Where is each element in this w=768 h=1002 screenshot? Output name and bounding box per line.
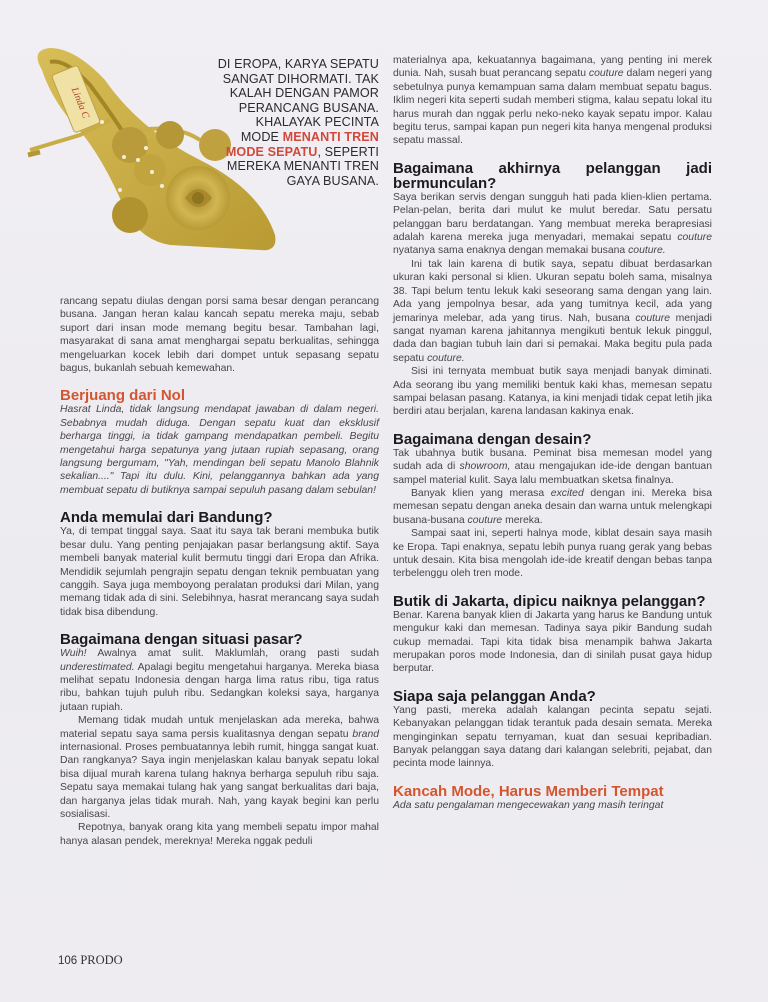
page-number: 106	[58, 955, 78, 967]
pelanggan-paragraph-2	[393, 258, 712, 365]
pull-quote-text: DI EROPA, KARYA SEPATU SANGAT DIHORMATI. TAK KALAH DENGAN PAMOR PERANCANG BUSANA. KHALAYAK PECINTA MODE	[217, 57, 379, 144]
left-intro-paragraph: rancang sepatu diulas dengan porsi sama besar dengan perancang busana. Jangan heran kalau kancah sepatu mereka maju, sebab suport dari insan mode memang begitu besar. Tambahan lagi, masyarakat di sana amat menghargai sepatu berkualitas, sehingga mengeluarkan kocek lebih dari dompet untuk sepasang sepatu bagus, bukanlah sebuah kemewahan.	[60, 296, 379, 375]
situasi-paragraph-2	[60, 714, 379, 821]
pull-quote	[215, 57, 379, 188]
desain-paragraph-3: Sampai saat ini, seperti halnya mode, kiblat desain saya masih ke Eropa. Tapi enaknya, sepatu lebih punya ruang gerak yang bebas untuk desain. Kita bisa mengolah ide-ide kreatif dengan bebas tanpa terbelenggu oleh tren mode.	[393, 528, 712, 580]
text: Banyak klien yang merasa	[411, 487, 551, 499]
text: Ini tak lain karena di butik saya, sepatu dibuat berdasarkan ukuran kaki personal si klien. Ukuran sepatu boleh sama, misalnya 38. Tapi belum tentu lekuk kaki seseorang sama dengan yang lain. Ada yang jempolnya besar, ada yang tumitnya kecil, ada yang jemarinya melebar, ada yang tirus. Nah, busana	[393, 258, 712, 324]
text: Awalnya amat sulit. Maklumlah, orang pasti sudah	[86, 648, 379, 660]
right-column	[393, 54, 712, 812]
brand-label: Linda C	[68, 85, 92, 121]
butik-jakarta-body: Benar. Karena banyak klien di Jakarta yang harus ke Bandung untuk mengukur kaki dan memesan. Tadinya saya pikir Bandung sudah cukup memadai. Tapi kita tidak bisa menampik bahwa Jakarta merupakan poros mode Indonesia, dan di sinilah pusat gaya hidup berputar.	[393, 609, 712, 675]
italic-text: couture	[467, 514, 503, 526]
right-intro-paragraph	[393, 54, 712, 148]
section-title-siapa-pelanggan: Siapa saja pelanggan Anda?	[393, 687, 596, 705]
italic-text: Wuih!	[60, 648, 87, 660]
text: dalam negeri yang sebetulnya punya kemampuan sama dalam membuat sepatu bagus. Iklim negeri kita seperti sudah memberi stigma, kalau sepatu lokal itu harus murah dan nggak perlu neko-neko kayak sepatu impor. Kalau begitu terus, sampai kapan pun negeri kita hanya mengenal produksi sepatu massal.	[393, 68, 712, 147]
italic-text: underestimated.	[60, 661, 135, 673]
text: menjadi sangat nyaman karena jahitannya mengikuti bentuk lekuk pinggul, dada dan bagian tubuh lain dari si pemakai. Maka begitu pula pada sepatu	[393, 312, 712, 364]
section-title-desain: Bagaimana dengan desain?	[393, 430, 592, 448]
italic-text: couture	[677, 232, 712, 244]
text: Memang tidak mudah untuk menjelaskan ada mereka, bahwa material sepatu saya sama persis kualitasnya dengan sepatu	[60, 715, 379, 740]
section-body-bandung: Ya, di tempat tinggal saya. Saat itu saya tak berani membuka butik besar dulu. Yang penting penjajakan pasar berlangsung aktif. Saya membeli banyak material kulit bermutu tinggi dari Eropa dan Afrika. Mendidik sejumlah pengrajin sepatu dengan teknik pembuatan yang canggih. Saya juga memboyong peralatan produksi dari Milan, yang memang tidak ada di sini. Selebihnya, hasrat merancang saya sudah tidak bisa dibendung.	[60, 526, 379, 618]
text: dengan ini. Mereka bisa memesan sepatu dengan aneka desain dan warna untuk melengkapi busana-busana	[393, 487, 712, 526]
text: Saya berikan servis dengan sungguh hati pada klien-klien pertama. Pelan-pelan, berita dari mulut ke mulut beredar. Satu persatu pelanggan baru berdatangan. Yang membuat mereka berapresiasi adalah karena mereka juga menyadari, memakai sepatu	[393, 191, 712, 244]
italic-text: couture	[588, 68, 624, 80]
section-title-pelanggan-bermunculan: Bagaimana akhirnya pelanggan jadi bermunculan?	[393, 159, 712, 192]
section-title-butik-jakarta: Butik di Jakarta, dipicu naiknya pelanggan?	[393, 592, 706, 610]
italic-text: brand	[352, 728, 379, 740]
desain-paragraph-2	[393, 487, 712, 527]
text: Tak ubahnya butik busana. Peminat bisa memesan model yang sudah ada di	[393, 447, 712, 473]
italic-text: couture	[635, 312, 671, 324]
italic-text: couture.	[628, 245, 666, 257]
italic-text: excited	[550, 487, 584, 499]
section-title-kancah-mode: Kancah Mode, Harus Memberi Tempat	[393, 782, 664, 800]
italic-text: couture.	[427, 352, 465, 364]
section-title-situasi-pasar: Bagaimana dengan situasi pasar?	[60, 631, 303, 649]
text: atau mengajukan ide-ide dengan bantuan sampel material kulit. Saya lalu membuatkan sketsa finalnya.	[393, 461, 712, 486]
italic-text: Ada satu pengalaman mengecewakan yang masih teringat	[393, 799, 664, 811]
text: internasional. Proses pembuatannya lebih rumit, hingga sangat kuat. Dan rangkanya? Saya ingin menjelaskan kalau banyak sepatu lokal bisa dijual murah karena tulang haknya berharga sepuluh ribu saja. Sepatu saya memakai tulang hak yang sangat berkualitas dari baja, dan harganya jelas tidak murah. Nah, yang kayak begini kan perlu sosialisasi.	[60, 741, 379, 820]
section-body-berjuang	[60, 403, 379, 497]
pull-quote-highlight: MENANTI TREN MODE SEPATU	[225, 129, 379, 159]
text: mereka.	[502, 514, 543, 526]
magazine-name: PRODO	[80, 953, 123, 967]
italic-text: showroom,	[459, 461, 511, 473]
text: nyatanya sama enaknya dengan memakai busana	[393, 245, 629, 257]
section-title-berjuang: Berjuang dari Nol	[60, 387, 186, 405]
page-footer	[58, 953, 123, 968]
berjuang-italic-text: Hasrat Linda, tidak langsung mendapat jawaban di dalam negeri. Sebabnya mudah diduga. Dengan sepatu kuat dan eksklusif berharga tinggi, ia tidak gampang mendapatkan pembeli. Begitu mengetahui harga sepatunya yang jutaan rupiah sepasang, orang langsung bergumam, "Yah, mendingan beli sepatu Manolo Blahnik sekalian...." Tapi itu dulu. Kini, pelanggannya bahkan ada yang membuat sepatu di butiknya sampai sepuluh pasang dalam sebulan!	[60, 404, 379, 496]
text: Apalagi begitu mengetahui harganya. Mereka biasa melihat sepatu Indonesia dengan harga lima ratus ribu, tiga ratus ribu, bahkan tujuh puluh ribu. Sedangkan koleksi saya, harganya jutaan rupiah.	[60, 661, 379, 713]
situasi-paragraph-1	[60, 647, 379, 714]
pull-quote-text-end: , SEPERTI MEREKA MENANTI TREN GAYA BUSANA.	[226, 144, 379, 188]
pelanggan-paragraph-3: Sisi ini ternyata membuat butik saya menjadi banyak diminati. Ada seorang ibu yang memiliki bentuk kaki khas, memesan sepatu sampai belasan pasang. Katanya, ia kini menjadi tidak cepat letih jika berdiri atau berjalan, karena landasan kakinya enak.	[393, 366, 712, 418]
siapa-pelanggan-body: Yang pasti, mereka adalah kalangan pecinta sepatu sejati. Kebanyakan pelanggan tidak terantuk pada desain semata. Mereka menginginkan sepatu ternyaman, kuat dan sesuai kepribadian. Banyak pelanggan saya datang dari kalangan selebriti, pejabat, dan pecinta mode lainnya.	[393, 704, 712, 770]
desain-paragraph-1	[393, 447, 712, 487]
kancah-mode-body	[393, 799, 712, 812]
left-column	[60, 295, 379, 848]
section-title-bandung: Anda memulai dari Bandung?	[60, 509, 273, 527]
text: materialnya apa, kekuatannya bagaimana, yang penting ini merek dunia. Nah, susah buat perancang sepatu	[393, 55, 712, 80]
situasi-paragraph-3: Repotnya, banyak orang kita yang membeli sepatu impor mahal hanya alasan pendek, mereknya! Mereka nggak peduli	[60, 822, 379, 847]
pelanggan-paragraph-1	[393, 191, 712, 258]
